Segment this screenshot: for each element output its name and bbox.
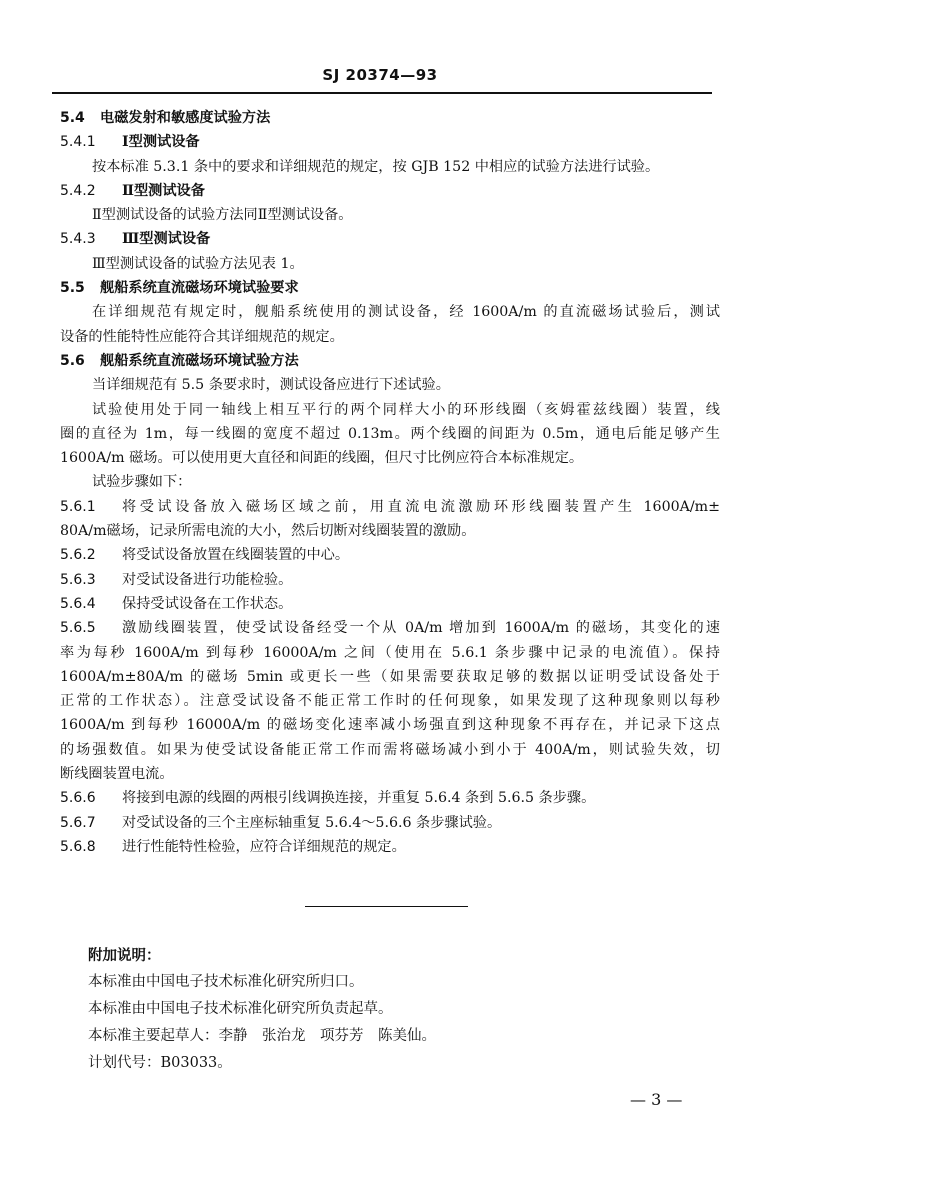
- section-heading: Ⅲ型测试设备: [122, 231, 211, 248]
- text-line: [60, 252, 720, 276]
- step-number: 5.6.3: [60, 571, 96, 588]
- text-line: [60, 398, 720, 422]
- paragraph-text: 的场强数值。如果为使受试设备能正常工作而需将磁场减小到小于 400A/m，则试验失效，切: [60, 741, 720, 758]
- text-line: [60, 155, 720, 179]
- text-line: [60, 568, 720, 592]
- text-line: [60, 835, 720, 859]
- paragraph-text: 试验步骤如下：: [92, 474, 192, 491]
- paragraph-text: 设备的性能特性应能符合其详细规范的规定。: [60, 328, 344, 345]
- text-line: [60, 106, 720, 130]
- text-line: [60, 300, 720, 324]
- paragraph-text: 1600A/m±80A/m 的磁场 5min 或更长一些（如果需要获取足够的数据以证明受试设备处于: [60, 668, 720, 685]
- section-number: 5.4.1: [60, 134, 96, 151]
- text-line: [60, 446, 720, 470]
- document-code: SJ 20374—93: [322, 66, 438, 84]
- text-line: [60, 689, 720, 713]
- text-line: [60, 762, 720, 786]
- step-number: 5.6.8: [60, 838, 96, 855]
- step-number: 5.6.5: [60, 620, 96, 637]
- paragraph-text: 正常的工作状态）。注意受试设备不能正常工作时的任何现象，如果发现了这种现象则以每秒: [60, 693, 720, 710]
- paragraph-text: 率为每秒 1600A/m 到每秒 16000A/m 之间（使用在 5.6.1 条步骤中记录的电流值）。保持: [60, 644, 720, 661]
- step-text: 对受试设备进行功能检验。: [122, 571, 293, 588]
- notes-line: 本标准由中国电子技术标准化研究所负责起草。: [88, 1001, 393, 1017]
- step-text: 进行性能特性检验，应符合详细规范的规定。: [122, 838, 406, 855]
- step-text: 将接到电源的线圈的两根引线调换连接，并重复 5.6.4 条到 5.6.5 条步骤。: [122, 790, 596, 807]
- text-line: [60, 203, 720, 227]
- notes-line: 本标准主要起草人：李静 张治龙 项芬芳 陈美仙。: [88, 1028, 436, 1044]
- step-text: 将受试设备放置在线圈装置的中心。: [122, 547, 350, 564]
- step-number: 5.6.2: [60, 547, 96, 564]
- paragraph-text: 1600A/m 到每秒 16000A/m 的磁场变化速率减小场强直到这种现象不再存在，并记录下这点: [60, 717, 720, 734]
- text-line: [60, 495, 720, 519]
- header-divider: [52, 92, 712, 94]
- end-of-text-divider: [305, 906, 468, 907]
- text-line: [60, 276, 720, 300]
- text-line: [60, 616, 720, 640]
- section-heading: 舰船系统直流磁场环境试验要求: [100, 280, 299, 297]
- step-text: 对受试设备的三个主座标轴重复 5.6.4～5.6.6 条步骤试验。: [122, 814, 502, 831]
- text-line: [60, 130, 720, 154]
- paragraph-text: 按本标准 5.3.1 条中的要求和详细规范的规定，按 GJB 152 中相应的试验方法进行试验。: [92, 158, 660, 175]
- step-number: 5.6.7: [60, 814, 96, 831]
- text-line: [60, 738, 720, 762]
- text-line: [60, 641, 720, 665]
- section-heading: 电磁发射和敏感度试验方法: [100, 110, 271, 126]
- section-heading: Ⅰ型测试设备: [122, 134, 200, 151]
- text-line: [60, 179, 720, 203]
- text-line: [60, 713, 720, 737]
- text-line: [60, 325, 720, 349]
- step-text: 激励线圈装置，使受试设备经受一个从 0A/m 增加到 1600A/m 的磁场，其变化的速: [122, 620, 720, 637]
- text-line: [60, 470, 720, 494]
- notes-line: 本标准由中国电子技术标准化研究所归口。: [88, 974, 364, 990]
- paragraph-text: 圈的直径为 1m，每一线圈的宽度不超过 0.13m。两个线圈的间距为 0.5m，通电后能足够产生: [60, 425, 720, 442]
- paragraph-text: 当详细规范有 5.5 条要求时，测试设备应进行下述试验。: [92, 377, 450, 394]
- text-line: [60, 665, 720, 689]
- text-line: [60, 592, 720, 616]
- additional-notes: [88, 942, 436, 1077]
- step-number: 5.6.1: [60, 498, 96, 515]
- step-number: 5.6.4: [60, 595, 96, 612]
- section-heading: Ⅱ型测试设备: [122, 182, 205, 199]
- page-number: — 3 —: [630, 1090, 683, 1109]
- step-text: 将受试设备放入磁场区域之前，用直流电流激励环形线圈装置产生 1600A/m±: [122, 498, 720, 515]
- text-line: [60, 786, 720, 810]
- step-number: 5.6.6: [60, 790, 96, 807]
- standard-body: [60, 106, 720, 859]
- section-number: 5.5: [60, 280, 85, 297]
- notes-title: 附加说明：: [88, 947, 161, 964]
- paragraph-text: 在详细规范有规定时，舰船系统使用的测试设备，经 1600A/m 的直流磁场试验后，测试: [92, 304, 720, 321]
- text-line: [60, 519, 720, 543]
- section-heading: 舰船系统直流磁场环境试验方法: [100, 352, 299, 369]
- section-number: 5.4: [60, 110, 85, 126]
- section-number: 5.6: [60, 352, 85, 369]
- paragraph-text: 试验使用处于同一轴线上相互平行的两个同样大小的环形线圈（亥姆霍兹线圈）装置，线: [92, 401, 720, 418]
- paragraph-text: Ⅱ型测试设备的试验方法同Ⅱ型测试设备。: [92, 207, 353, 224]
- paragraph-text: 1600A/m 磁场。可以使用更大直径和间距的线圈，但尺寸比例应符合本标准规定。: [60, 450, 584, 467]
- text-line: [60, 811, 720, 835]
- notes-line: 计划代号：B03033。: [88, 1055, 232, 1071]
- step-text: 保持受试设备在工作状态。: [122, 595, 293, 612]
- section-number: 5.4.3: [60, 231, 96, 248]
- paragraph-text: Ⅲ型测试设备的试验方法见表 1。: [92, 255, 304, 272]
- text-line: [60, 543, 720, 567]
- text-line: [60, 227, 720, 251]
- text-line: [60, 422, 720, 446]
- paragraph-text: 80A/m磁场，记录所需电流的大小，然后切断对线圈装置的激励。: [60, 523, 476, 540]
- text-line: [60, 349, 720, 373]
- text-line: [60, 373, 720, 397]
- section-number: 5.4.2: [60, 182, 96, 199]
- paragraph-text: 断线圈装置电流。: [60, 766, 174, 783]
